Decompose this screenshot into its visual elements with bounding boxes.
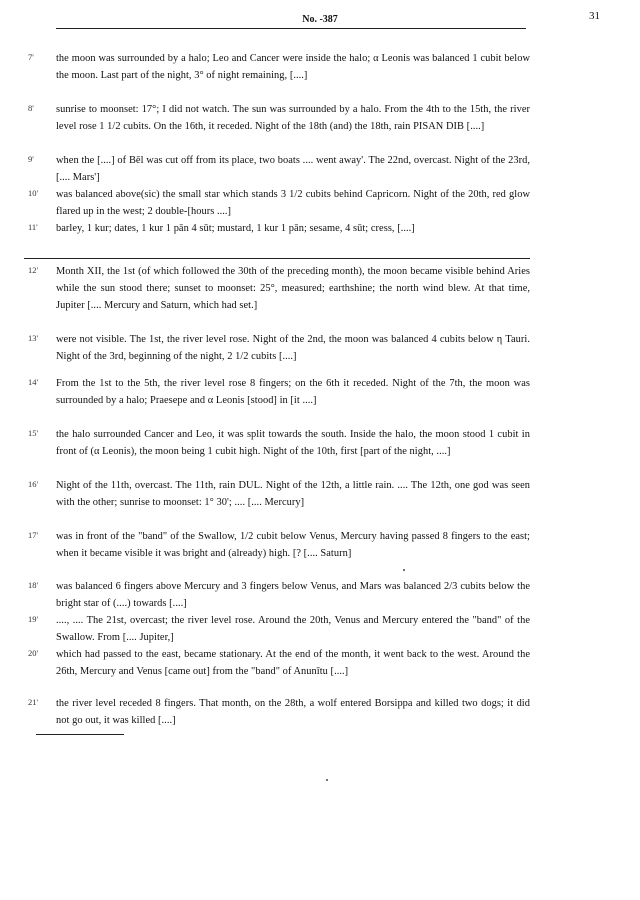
line-number: 10' [28,188,39,198]
entry-text: was in front of the "band" of the Swallow, 1/2 cubit below Venus, Mercury having passed 8 fingers to the east; when it became visible it was bright and (already) high. [? [.... Saturn] [56,531,530,559]
entry-text: which had passed to the east, became stationary. At the end of the month, it went back to the west. Around the 26th, Mercury and Venus [came out] from the "band" of Anunītu [....] [56,649,530,677]
line-number: 20' [28,648,39,658]
header-rule [56,28,526,29]
entry-text: Month XII, the 1st (of which followed the 30th of the preceding month), the moon became visible behind Aries while the sun stood there; sunset to moonset: 25°, measured; earthshine; the north wind blew. At that time, Jupiter [.... Mercury and Saturn, which had set.] [56,266,530,311]
page-number: 31 [589,10,600,22]
line-number: 7' [28,52,34,62]
line-number: 9' [28,154,34,164]
speck [326,779,328,781]
entry-text: From the 1st to the 5th, the river level rose 8 fingers; on the 6th it receded. Night of the 7th, the moon was surrounded by a halo; Praesepe and α Leonis [stood] in [it ....] [56,378,530,406]
line-number: 16' [28,479,39,489]
entry-text: was balanced 6 fingers above Mercury and 3 fingers below Venus, and Mars was balanced 2/3 cubits below the bright star of (....) towards [....] [56,581,530,609]
line-number: 12' [28,265,39,275]
entry-text: barley, 1 kur; dates, 1 kur 1 pān 4 sūt; mustard, 1 kur 1 pān; sesame, 4 sūt; cress, [....] [56,223,415,234]
line-number: 19' [28,614,39,624]
entry-text: the moon was surrounded by a halo; Leo and Cancer were inside the halo; α Leonis was balanced 1 cubit below the moon. Last part of the night, 3° of night remaining, [....] [56,53,530,81]
section-divider [24,258,530,259]
entry-text: sunrise to moonset: 17°; I did not watch. The sun was surrounded by a halo. From the 4th to the 15th, the river level rose 1 1/2 cubits. On the 16th, it receded. Night of the 18th (and) the 18th, rain PISAN DIB [....] [56,104,530,132]
line-number: 17' [28,530,39,540]
line-number: 18' [28,580,39,590]
entry-text: Night of the 11th, overcast. The 11th, rain DUL. Night of the 12th, a little rain. .... The 12th, one god was seen with the other; sunrise to moonset: 1° 30'; .... [.... Mercury] [56,480,530,508]
entry-text: were not visible. The 1st, the river level rose. Night of the 2nd, the moon was balanced 4 cubits below η Tauri. Night of the 3rd, beginning of the night, 2 1/2 cubits [....] [56,334,530,362]
footnote-rule [36,734,124,735]
entry-text: the river level receded 8 fingers. That month, on the 28th, a wolf entered Borsippa and killed two dogs; it did not go out, it was killed [....] [56,698,530,726]
line-number: 21' [28,697,39,707]
entry-text: when the [....] of Bēl was cut off from its place, two boats .... went away'. The 22nd, overcast. Night of the 23rd, [.... Mars'] [56,155,530,183]
entry-text: ...., .... The 21st, overcast; the river level rose. Around the 20th, Venus and Mercury entered the "band" of the Swallow. From [.... Jupiter,] [56,615,530,643]
entry-text: was balanced above(sic) the small star which stands 3 1/2 cubits behind Capricorn. Night of the 20th, red glow flared up in the west; 2 double-[hours ....] [56,189,530,217]
line-number: 8' [28,103,34,113]
line-number: 13' [28,333,39,343]
line-number: 14' [28,377,39,387]
line-number: 11' [28,222,38,232]
line-number: 15' [28,428,39,438]
entry-text: the halo surrounded Cancer and Leo, it was split towards the south. Inside the halo, the moon stood 1 cubit in front of (α Leonis), the moon being 1 cubit high. Night of the 10th, first [part of the night, ....] [56,429,530,457]
header-title: No. -387 [302,14,338,25]
speck [403,569,405,571]
